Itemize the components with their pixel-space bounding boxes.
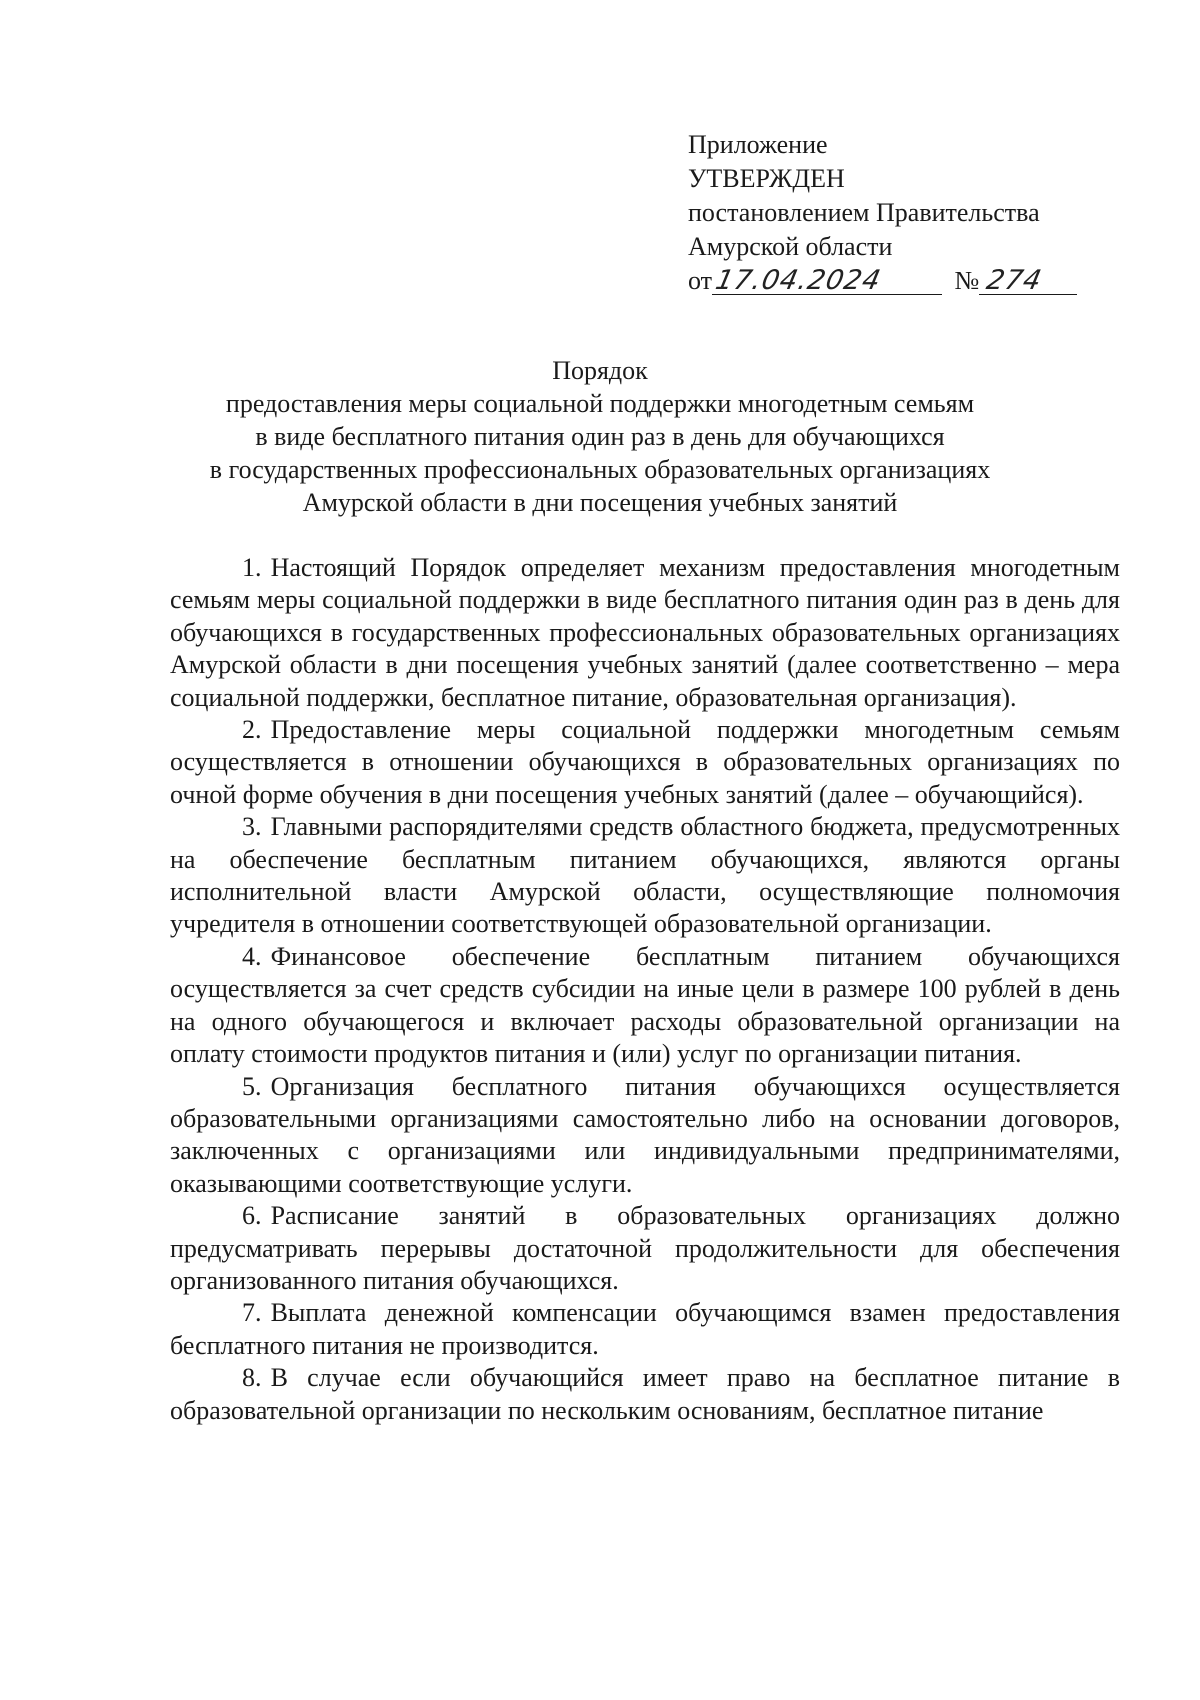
approval-appendix-label: Приложение bbox=[688, 130, 828, 159]
paragraph-6 bbox=[170, 1200, 1120, 1297]
document-subtitle-line-4: Амурской области в дни посещения учебных занятий bbox=[302, 488, 898, 517]
paragraph-text: Настоящий Порядок определяет механизм предоставления многодетным семьям меры социальной поддержки в виде бесплатного питания один раз в день для обучающихся в государственных профессиональных образовательных организациях Амурской области в дни посещения учебных занятий (далее соответственно – мера социальной поддержки, бесплатное питание, образовательная организация). bbox=[170, 553, 1120, 712]
paragraph-text: Предоставление меры социальной поддержки многодетным семьям осуществляется в отношении обучающихся в образовательных организациях по очной форме обучения в дни посещения учебных занятий (далее – обучающийся). bbox=[170, 715, 1120, 809]
number-prefix: № bbox=[954, 266, 980, 295]
paragraph-number: 5. bbox=[242, 1071, 262, 1101]
document-subtitle-line-3: в государственных профессиональных образовательных организациях bbox=[209, 455, 991, 484]
approval-region-label: Амурской области bbox=[688, 232, 893, 261]
paragraph-text: Выплата денежной компенсации обучающимся взамен предоставления бесплатного питания не производится. bbox=[170, 1298, 1120, 1360]
approval-block bbox=[688, 128, 1108, 304]
document-title: Порядок bbox=[552, 356, 648, 385]
paragraph-text: Главными распорядителями средств областного бюджета, предусмотренных на обеспечение бесплатным питанием обучающихся, являются органы исполнительной власти Амурской области, осуществляющие полномочия учредителя в отношении соответствующей образовательной организации. bbox=[170, 812, 1120, 939]
paragraph-number: 6. bbox=[242, 1201, 262, 1231]
document-body bbox=[170, 552, 1120, 1427]
document-subtitle-line-1: предоставления меры социальной поддержки многодетным семьям bbox=[225, 389, 975, 418]
paragraph-number: 7. bbox=[242, 1298, 262, 1328]
paragraph-text: Организация бесплатного питания обучающихся осуществляется образовательными организациями самостоятельно либо на основании договоров, заключенных с организациями или индивидуальными предпринимателями, оказывающими соответствующие услуги. bbox=[170, 1071, 1120, 1198]
handwritten-date: 17.04.2024 bbox=[712, 265, 885, 296]
paragraph-number: 1. bbox=[242, 553, 262, 582]
paragraph-number: 3. bbox=[242, 812, 262, 842]
paragraph-number: 4. bbox=[242, 941, 262, 971]
approval-approved-label: УТВЕРЖДЕН bbox=[688, 164, 845, 193]
approval-resolution-label: постановлением Правительства bbox=[688, 198, 1040, 227]
paragraph-number: 2. bbox=[242, 715, 262, 745]
document-subtitle-line-2: в виде бесплатного питания один раз в день для обучающихся bbox=[255, 422, 945, 451]
paragraph-7 bbox=[170, 1297, 1120, 1362]
paragraph-4 bbox=[170, 941, 1120, 1071]
date-blank bbox=[712, 265, 942, 296]
paragraph-2 bbox=[170, 714, 1120, 811]
handwritten-number: 274 bbox=[984, 265, 1046, 296]
paragraph-text: В случае если обучающийся имеет право на бесплатное питание в образовательной организации по нескольким основаниям, бесплатное питание bbox=[170, 1363, 1120, 1425]
paragraph-text: Финансовое обеспечение бесплатным питанием обучающихся осуществляется за счет средств субсидии на иные цели в размере 100 рублей в день на одного обучающегося и включает расходы образовательной организации на оплату стоимости продуктов питания и (или) услуг по организации питания. bbox=[170, 941, 1120, 1069]
paragraph-text: Расписание занятий в образовательных организациях должно предусматривать перерывы достаточной продолжительности для обеспечения организованного питания обучающихся. bbox=[170, 1201, 1120, 1295]
document-title-block bbox=[140, 354, 1060, 519]
paragraph-8 bbox=[170, 1362, 1120, 1427]
paragraph-3 bbox=[170, 811, 1120, 941]
number-blank bbox=[979, 265, 1077, 296]
paragraph-number: 8. bbox=[242, 1363, 262, 1393]
paragraph-5 bbox=[170, 1071, 1120, 1201]
approval-date-number-line bbox=[688, 264, 1108, 304]
date-prefix: от bbox=[688, 266, 713, 295]
paragraph-1 bbox=[170, 552, 1120, 714]
